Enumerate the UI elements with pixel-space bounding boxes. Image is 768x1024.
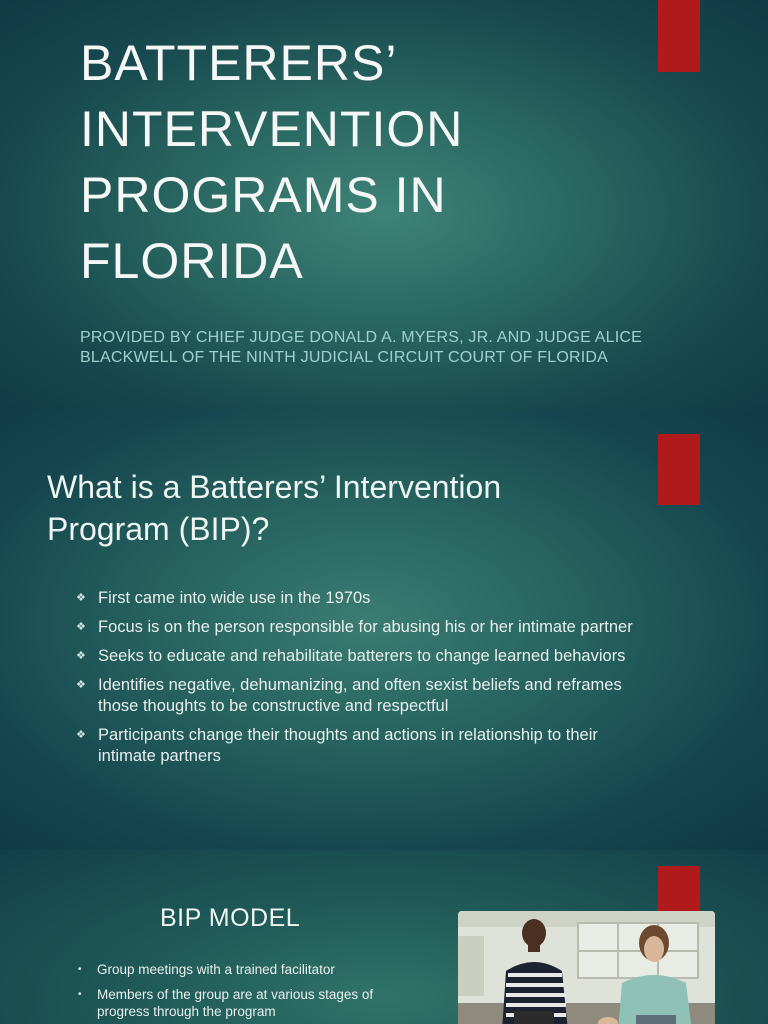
bip-model-slide xyxy=(0,850,768,1024)
list-item xyxy=(76,725,646,767)
list-item xyxy=(78,986,398,1020)
accent-bar xyxy=(658,0,700,72)
group-meeting-photo xyxy=(458,911,715,1024)
slide-title: BATTERERS’ INTERVENTION PROGRAMS IN FLORIDA xyxy=(80,35,464,289)
list-item-text: Focus is on the person responsible for abusing his or her intimate partner xyxy=(98,618,633,636)
list-item xyxy=(76,675,646,717)
bip-definition-slide xyxy=(0,410,768,850)
slide-title: What is a Batterers’ Intervention Program (BIP)? xyxy=(47,469,502,547)
slide-subtitle: PROVIDED BY CHIEF JUDGE DONALD A. MYERS, JR. AND JUDGE ALICE BLACKWELL OF THE NINTH JUDICIAL CIRCUIT COURT OF FLORIDA xyxy=(80,329,643,366)
photo-illustration xyxy=(458,911,715,1024)
list-item xyxy=(76,646,646,667)
diamond-bullet-icon: ❖ xyxy=(76,621,86,633)
diamond-bullet-icon: ❖ xyxy=(76,650,86,662)
list-item-text: Group meetings with a trained facilitator xyxy=(97,962,335,977)
list-item-text: Identifies negative, dehumanizing, and often sexist beliefs and reframes those thoughts to be constructive and respectful xyxy=(98,676,622,715)
list-item xyxy=(76,617,646,638)
slide-title: BIP MODEL xyxy=(160,904,301,932)
list-item xyxy=(78,961,398,978)
list-item-text: Seeks to educate and rehabilitate batterers to change learned behaviors xyxy=(98,647,626,665)
diamond-bullet-icon: ❖ xyxy=(76,679,86,691)
diamond-bullet-icon: ❖ xyxy=(76,592,86,604)
list-item-text: First came into wide use in the 1970s xyxy=(98,589,371,607)
accent-bar xyxy=(658,866,700,912)
diamond-bullet-icon: ❖ xyxy=(76,729,86,741)
bullet-list xyxy=(78,961,398,1024)
bullet-list xyxy=(76,588,646,775)
list-item-text: Participants change their thoughts and actions in relationship to their intimate partners xyxy=(98,726,598,765)
list-item-text: Members of the group are at various stages of progress through the program xyxy=(97,987,374,1019)
title-slide xyxy=(0,0,768,410)
list-item xyxy=(76,588,646,609)
dot-bullet-icon: • xyxy=(78,989,82,1000)
dot-bullet-icon: • xyxy=(78,964,82,975)
accent-bar xyxy=(658,434,700,505)
